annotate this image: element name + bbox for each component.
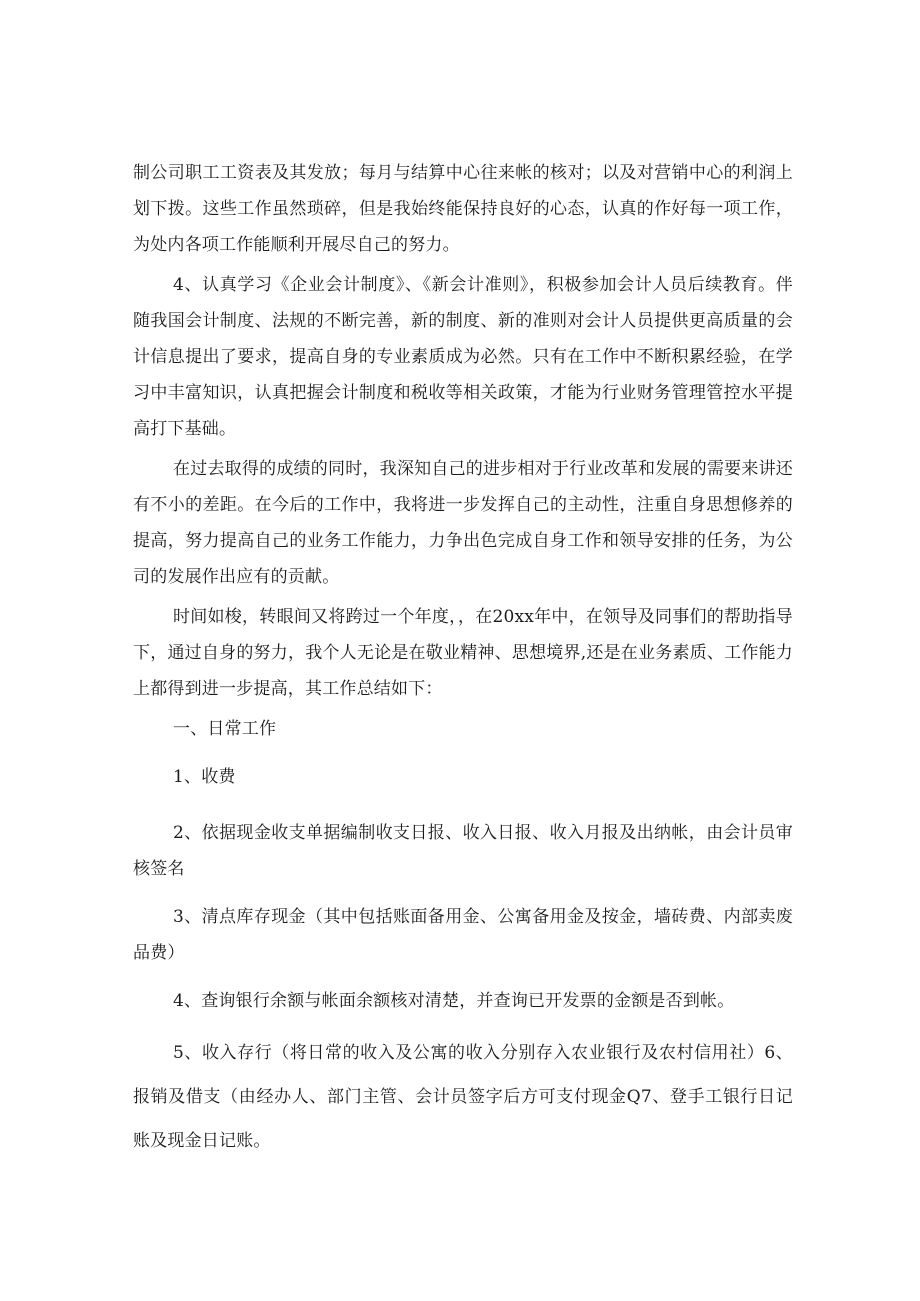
list-item-3: 3、清点库存现金（其中包括账面备用金、公寓备用金及按金，墙砖费、内部卖废品费） [133,907,793,963]
paragraph-continuation: 制公司职工工资表及其发放；每月与结算中心往来帐的核对；以及对营销中心的利润上划下拨。这些工作虽然琐碎，但是我始终能保持良好的心态，认真的作好每一项工作，为处内各项工作能顺利开展尽自己的努力。 [133,163,793,255]
list-item-1: 1、收费 [173,767,236,787]
document-body [133,155,793,1167]
paragraph-year-summary: 时间如梭，转眼间又将跨过一个年度，，在20xx年中，在领导及同事们的帮助指导下，通过自身的努力，我个人无论是在敬业精神、思想境界,还是在业务素质、工作能力上都得到进一步提高，其工作总结如下： [133,607,793,699]
list-item-5-6-7: 5、收入存行（将日常的收入及公寓的收入分别存入农业银行及农村信用社）6、报销及借支（由经办人、部门主管、会计员签字后方可支付现金Q7、登手工银行日记账及现金日记账。 [133,1043,793,1151]
section-heading-daily-work: 一、日常工作 [173,719,277,739]
list-item-4: 4、查询银行余额与帐面余额核对清楚，并查询已开发票的金额是否到帐。 [173,991,735,1011]
paragraph-self-assessment: 在过去取得的成绩的同时，我深知自己的进步相对于行业改革和发展的需要来讲还有不小的差距。在今后的工作中，我将进一步发挥自己的主动性，注重自身思想修养的提高，努力提高自己的业务工作能力，力争出色完成自身工作和领导安排的任务，为公司的发展作出应有的贡献。 [133,459,793,587]
paragraph-item-4-study: 4、认真学习《企业会计制度》、《新会计准则》，积极参加会计人员后续教育。伴随我国会计制度、法规的不断完善，新的制度、新的准则对会计人员提供更高质量的会计信息提出了要求，提高自身的专业素质成为必然。只有在工作中不断积累经验，在学习中丰富知识，认真把握会计制度和税收等相关政策，才能为行业财务管理管控水平提高打下基础。 [133,275,793,439]
list-item-2: 2、依据现金收支单据编制收支日报、收入日报、收入月报及出纳帐，由会计员审核签名 [133,823,793,879]
